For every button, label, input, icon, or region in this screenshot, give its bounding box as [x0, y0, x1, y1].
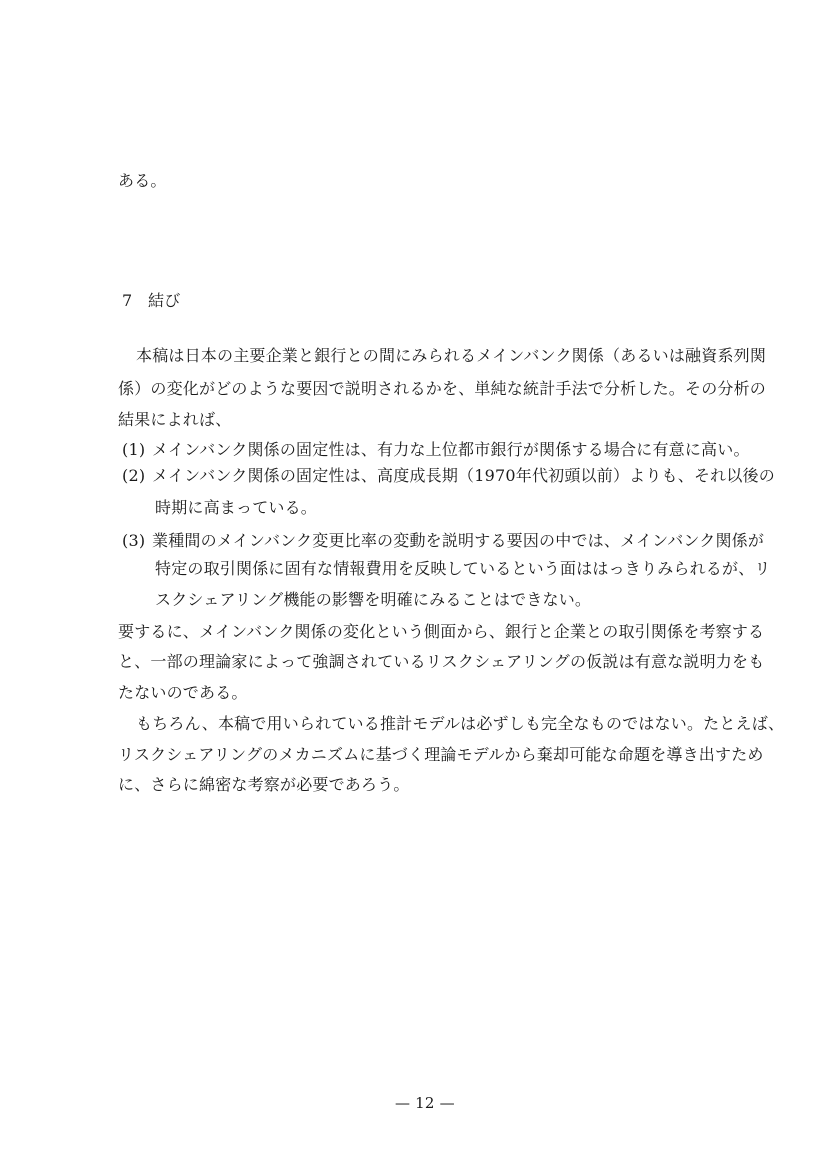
finding-3-line-1: 業種間のメインバンク変更比率の変動を説明する要因の中では、メインバンク関係が: [152, 531, 765, 550]
finding-2-line-1: メインバンク関係の固定性は、高度成長期（1970年代初頭以前）よりも、それ以後の: [152, 466, 775, 485]
closing-line-1: もちろん、本稿で用いられている推計モデルは必ずしも完全なものではない。たとえば、: [136, 714, 785, 733]
finding-item-3: [122, 531, 764, 551]
closing-line-3: に、さらに綿密な考察が必要であろう。: [118, 775, 410, 794]
summary-line-3: たないのである。: [118, 683, 248, 702]
summary-line-2: と、一部の理論家によって強調されているリスクシェアリングの仮説は有意な説明力をも: [118, 652, 765, 671]
finding-marker-1: (1): [122, 440, 146, 459]
finding-marker-2: (2): [122, 466, 146, 485]
closing-line-2: リスクシェアリングのメカニズムに基づく理論モデルから棄却可能な命題を導き出すため: [118, 745, 764, 764]
finding-3-line-2: 特定の取引関係に固有な情報費用を反映しているという面ははっきりみられるが、リ: [155, 559, 771, 578]
intro-line-3: 結果によれば、: [118, 410, 232, 429]
section-title: 結び: [148, 291, 181, 310]
finding-3-line-3: スクシェアリング機能の影響を明確にみることはできない。: [155, 590, 592, 609]
finding-item-2: [122, 466, 775, 486]
finding-item-1: [122, 440, 750, 460]
finding-1-line-1: メインバンク関係の固定性は、有力な上位都市銀行が関係する場合に有意に高い。: [152, 440, 750, 459]
summary-line-1: 要するに、メインバンク関係の変化という側面から、銀行と企業との取引関係を考察する: [118, 622, 765, 641]
finding-marker-3: (3): [122, 531, 146, 550]
intro-line-2: 係）の変化がどのような要因で説明されるかを、単純な統計手法で分析した。その分析の: [118, 379, 767, 398]
finding-2-line-2: 時期に高まっている。: [155, 498, 318, 517]
section-heading: [122, 291, 180, 311]
section-number: 7: [122, 291, 133, 310]
intro-line-1: 本稿は日本の主要企業と銀行との間にみられるメインバンク関係（あるいは融資系列関: [136, 346, 767, 365]
page-number: — 12 —: [395, 1094, 455, 1112]
continued-text-fragment: ある。: [118, 171, 167, 190]
